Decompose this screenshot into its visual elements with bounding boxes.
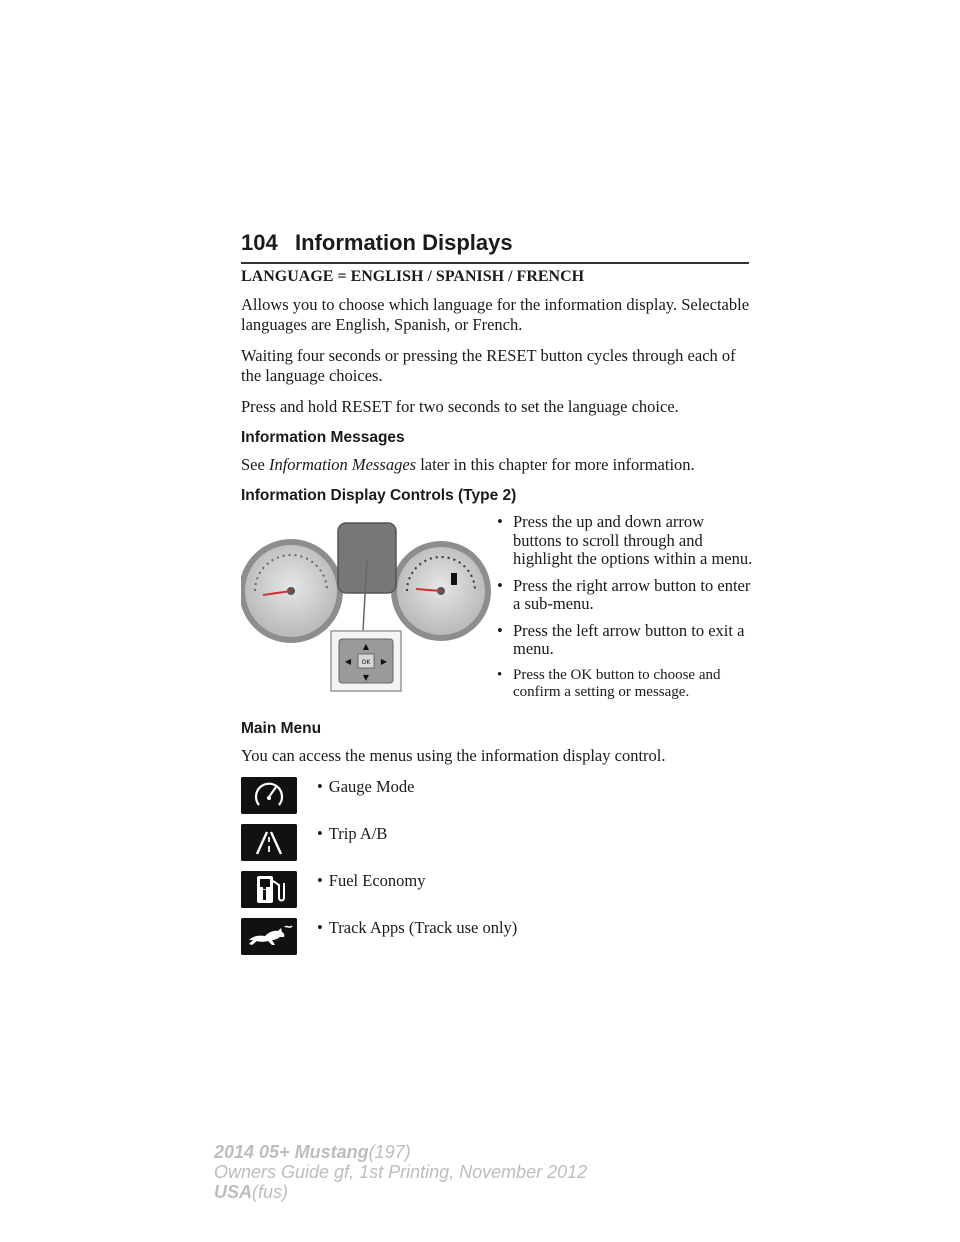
footer-model: 2014 05+ Mustang xyxy=(214,1142,369,1162)
gauge-icon xyxy=(241,777,297,814)
fuel-pump-icon xyxy=(241,871,297,908)
menu-item-label xyxy=(317,871,425,891)
controls-section xyxy=(241,513,751,708)
right-gauge xyxy=(391,541,491,641)
bullet: • xyxy=(317,824,323,843)
info-messages-paragraph xyxy=(241,455,751,475)
language-title: LANGUAGE = ENGLISH / SPANISH / FRENCH xyxy=(241,268,585,285)
menu-item-text: Track Apps (Track use only) xyxy=(328,918,518,937)
right-arrow-button[interactable]: ▶ xyxy=(380,657,388,666)
bullet: • xyxy=(497,620,503,640)
bullet: • xyxy=(497,575,503,595)
menu-item-label xyxy=(317,824,387,844)
bullet: • xyxy=(317,777,323,796)
bullet: • xyxy=(317,918,323,937)
language-paragraph-3: Press and hold RESET for two seconds to set the language choice. xyxy=(241,397,679,416)
page-content xyxy=(241,268,751,965)
footer-line-1 xyxy=(214,1142,587,1162)
controls-bullet-list xyxy=(491,513,753,709)
menu-item-label xyxy=(317,918,517,938)
up-arrow-button[interactable]: ▲ xyxy=(362,642,370,651)
see-text: See xyxy=(241,455,265,474)
bullet-text: Press the up and down arrow buttons to scroll through and highlight the options within a menu. xyxy=(513,512,753,568)
controls-heading: Information Display Controls (Type 2) xyxy=(241,487,517,504)
list-item xyxy=(491,667,753,701)
down-arrow-button[interactable]: ▼ xyxy=(362,673,370,682)
list-item xyxy=(491,513,753,569)
info-messages-rest: later in this chapter for more information. xyxy=(416,455,695,474)
left-gauge xyxy=(241,539,343,643)
menu-item-text: Gauge Mode xyxy=(328,777,415,796)
footer-line-3 xyxy=(214,1182,587,1202)
chapter-title: Information Displays xyxy=(295,230,513,255)
menu-item-gauge-mode xyxy=(241,777,751,823)
menu-item-label xyxy=(317,777,414,797)
menu-item-fuel-economy xyxy=(241,871,751,917)
menu-item-trip xyxy=(241,824,751,870)
footer-line-2: Owners Guide gf, 1st Printing, November 2012 xyxy=(214,1162,588,1182)
menu-item-text: Fuel Economy xyxy=(328,871,426,890)
info-messages-reference: Information Messages xyxy=(268,455,417,474)
instrument-cluster-illustration xyxy=(241,521,491,693)
page-number: 104 xyxy=(241,230,278,255)
bullet-text: Press the OK button to choose and confirm a setting or message. xyxy=(513,666,721,700)
bullet-text: Press the right arrow button to enter a sub-menu. xyxy=(513,575,751,613)
menu-item-text: Trip A/B xyxy=(328,824,388,843)
bullet-text: Press the left arrow button to exit a menu. xyxy=(513,620,745,658)
display-screen xyxy=(338,523,396,593)
ok-button[interactable]: OK xyxy=(361,659,371,666)
footer-market-code: (fus) xyxy=(252,1182,289,1202)
list-item xyxy=(491,577,753,614)
language-paragraph-2: Waiting four seconds or pressing the RESET button cycles through each of the language choices. xyxy=(241,346,736,385)
left-arrow-button[interactable]: ◀ xyxy=(344,657,352,666)
main-menu-intro: You can access the menus using the information display control. xyxy=(241,746,666,765)
bullet: • xyxy=(317,871,323,890)
page-header xyxy=(241,228,749,264)
page-footer xyxy=(214,1142,587,1202)
list-item xyxy=(491,622,753,659)
bullet: • xyxy=(497,512,503,531)
info-messages-heading: Information Messages xyxy=(241,429,405,446)
main-menu-heading: Main Menu xyxy=(241,720,322,737)
footer-page-id: (197) xyxy=(368,1142,411,1162)
language-paragraph-1: Allows you to choose which language for the information display. Selectable languages are English, Spanish, or French. xyxy=(241,295,750,334)
mustang-horse-icon xyxy=(241,918,297,955)
footer-market: USA xyxy=(214,1182,253,1202)
menu-item-track-apps xyxy=(241,918,751,964)
bullet: • xyxy=(497,666,503,683)
road-icon xyxy=(241,824,297,861)
